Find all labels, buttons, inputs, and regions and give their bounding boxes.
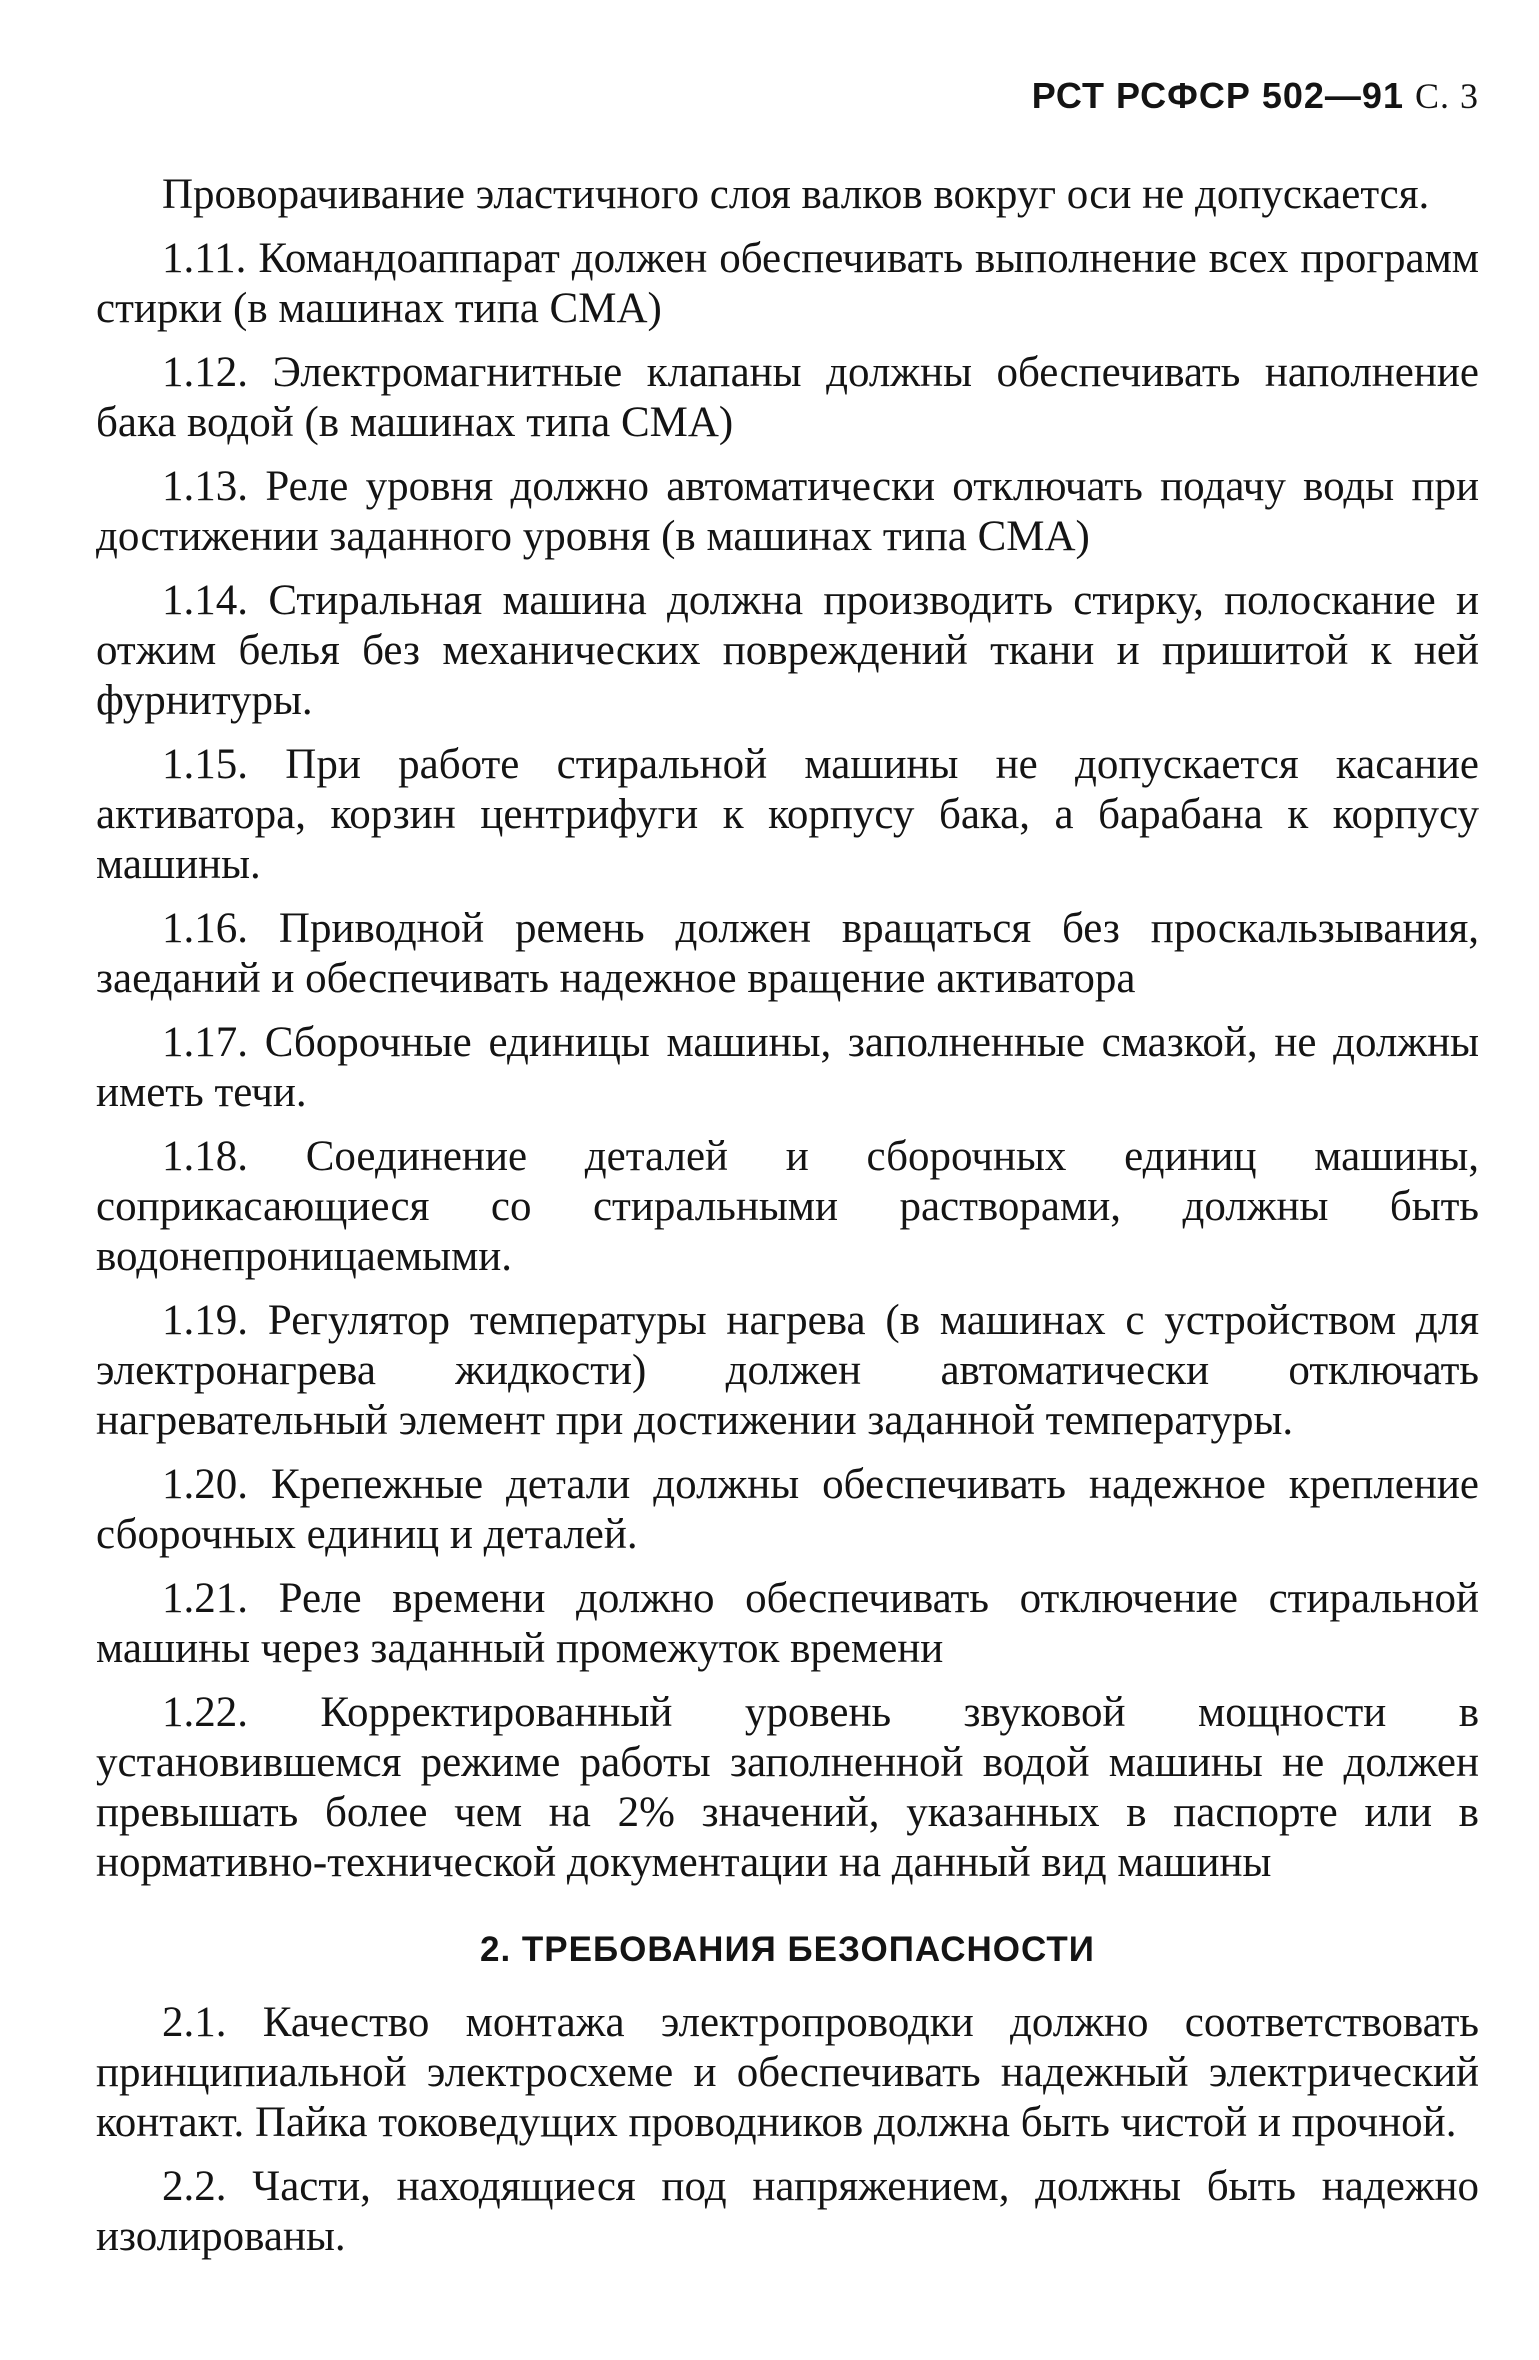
clause-number: 1.14. <box>162 577 248 624</box>
paragraph <box>96 170 1479 220</box>
clause-number: 1.11. <box>162 235 247 282</box>
paragraph <box>96 740 1479 890</box>
paragraph <box>96 234 1479 334</box>
paragraph-text: Приводной ремень должен вращаться без проскальзывания, заеданий и обеспечивать надежное вращение активатора <box>96 905 1479 1002</box>
page-header <box>96 72 1479 120</box>
paragraph <box>96 1574 1479 1674</box>
clause-number: 1.22. <box>162 1689 248 1736</box>
paragraph-text: Качество монтажа электропроводки должно соответствовать принципиальной электросхеме и обеспечивать надежный электрический контакт. Пайка токоведущих проводников должна быть чистой и прочной. <box>96 1999 1479 2146</box>
clause-number: 1.21. <box>162 1575 248 1622</box>
paragraph <box>96 904 1479 1004</box>
paragraph-text: Командоаппарат должен обеспечивать выполнение всех программ стирки (в машинах типа СМА) <box>96 235 1479 332</box>
paragraph <box>96 2162 1479 2262</box>
paragraph <box>96 1688 1479 1888</box>
paragraph <box>96 462 1479 562</box>
paragraph-text: Части, находящиеся под напряжением, должны быть надежно изолированы. <box>96 2163 1480 2260</box>
clause-number: 1.16. <box>162 905 248 952</box>
paragraph-text: Электромагнитные клапаны должны обеспечивать наполнение бака водой (в машинах типа СМА) <box>96 349 1479 446</box>
clause-number: 2.1. <box>162 1999 227 2046</box>
paragraph-text: Реле времени должно обеспечивать отключение стиральной машины через заданный промежуток времени <box>96 1575 1480 1672</box>
clause-number: 2.2. <box>162 2163 227 2210</box>
clause-number: 1.18. <box>162 1133 248 1180</box>
paragraph-text: При работе стиральной машины не допускается касание активатора, корзин центрифуги к корпусу бака, а барабана к корпусу машины. <box>96 741 1480 888</box>
paragraph-text: Соединение деталей и сборочных единиц машины, соприкасающиеся со стиральными растворами, должны быть водонепроницаемыми. <box>96 1133 1480 1280</box>
clause-number: 1.12. <box>162 349 248 396</box>
clause-number: 1.20. <box>162 1461 248 1508</box>
paragraph-text: Регулятор температуры нагрева (в машинах с устройством для электронагрева жидкости) должен автоматически отключать нагревательный элемент при достижении заданной температуры. <box>96 1297 1480 1444</box>
paragraph <box>96 1998 1479 2148</box>
clause-number: 1.15. <box>162 741 248 788</box>
clause-number: 1.17. <box>162 1019 248 1066</box>
paragraph <box>96 348 1479 448</box>
paragraph-text: Стиральная машина должна производить стирку, полоскание и отжим белья без механических повреждений ткани и пришитой к ней фурнитуры. <box>96 577 1479 724</box>
document-id: РСТ РСФСР 502—91 <box>1031 75 1404 116</box>
page-number: С. 3 <box>1414 76 1479 116</box>
paragraph <box>96 1132 1479 1282</box>
paragraph <box>96 1460 1479 1560</box>
clause-number: 1.13. <box>162 463 248 510</box>
paragraph-text: Корректированный уровень звуковой мощности в установившемся режиме работы заполненной водой машины не должен превышать более чем на 2% значений, указанных в паспорте или в нормативно-технической документации на данный вид машины <box>96 1689 1479 1886</box>
paragraph <box>96 1018 1479 1118</box>
paragraph <box>96 576 1479 726</box>
paragraph-text: Сборочные единицы машины, заполненные смазкой, не должны иметь течи. <box>96 1019 1479 1116</box>
clause-number: 1.19. <box>162 1297 248 1344</box>
paragraph-text: Проворачивание эластичного слоя валков вокруг оси не допускается. <box>162 171 1430 218</box>
paragraph-text: Крепежные детали должны обеспечивать надежное крепление сборочных единиц и деталей. <box>96 1461 1480 1558</box>
paragraph <box>96 1296 1479 1446</box>
section-heading: 2. ТРЕБОВАНИЯ БЕЗОПАСНОСТИ <box>480 1930 1095 1969</box>
paragraph-text: Реле уровня должно автоматически отключать подачу воды при достижении заданного уровня (в машинах типа СМА) <box>96 463 1479 560</box>
